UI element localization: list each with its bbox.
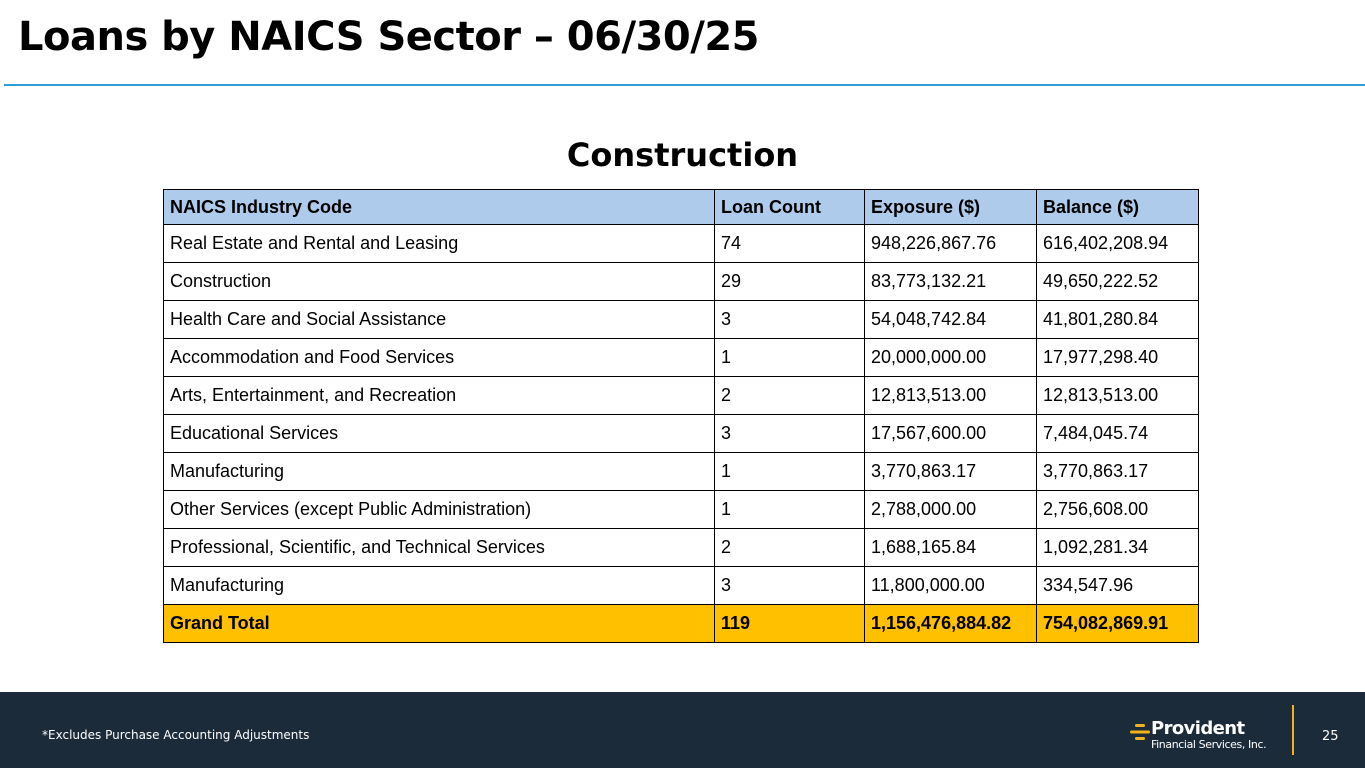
industry-cell: Accommodation and Food Services — [164, 339, 715, 377]
exposure-cell: 2,788,000.00 — [865, 491, 1037, 529]
table-row — [164, 263, 1199, 301]
balance-cell: 12,813,513.00 — [1037, 377, 1199, 415]
exposure-cell: 3,770,863.17 — [865, 453, 1037, 491]
naics-loans-table — [163, 189, 1199, 643]
column-header-balance: Balance ($) — [1037, 190, 1199, 225]
logo-name: Provident — [1151, 718, 1245, 739]
loan-count-cell: 29 — [715, 263, 865, 301]
page-number: 25 — [1322, 729, 1339, 744]
loan-count-cell: 1 — [715, 491, 865, 529]
loan-count-cell: 2 — [715, 377, 865, 415]
industry-cell: Professional, Scientific, and Technical Services — [164, 529, 715, 567]
footnote: *Excludes Purchase Accounting Adjustments — [42, 728, 310, 742]
provident-logo — [1130, 718, 1280, 755]
balance-cell: 2,756,608.00 — [1037, 491, 1199, 529]
provident-mark-icon — [1130, 723, 1150, 741]
exposure-cell: 54,048,742.84 — [865, 301, 1037, 339]
industry-cell: Manufacturing — [164, 567, 715, 605]
exposure-cell: 12,813,513.00 — [865, 377, 1037, 415]
page-title: Loans by NAICS Sector – 06/30/25 — [18, 14, 759, 60]
loan-count-cell: 3 — [715, 415, 865, 453]
exposure-cell: 20,000,000.00 — [865, 339, 1037, 377]
industry-cell: Health Care and Social Assistance — [164, 301, 715, 339]
grand-total-row — [164, 605, 1199, 643]
table-row — [164, 377, 1199, 415]
industry-cell: Educational Services — [164, 415, 715, 453]
column-header-exposure: Exposure ($) — [865, 190, 1037, 225]
table-header-row — [164, 190, 1199, 225]
industry-cell: Manufacturing — [164, 453, 715, 491]
loan-count-cell: 3 — [715, 301, 865, 339]
balance-cell: 17,977,298.40 — [1037, 339, 1199, 377]
grand-total-loan-count: 119 — [715, 605, 865, 643]
loan-count-cell: 74 — [715, 225, 865, 263]
balance-cell: 49,650,222.52 — [1037, 263, 1199, 301]
exposure-cell: 11,800,000.00 — [865, 567, 1037, 605]
table-row — [164, 339, 1199, 377]
table-row — [164, 567, 1199, 605]
loan-count-cell: 1 — [715, 339, 865, 377]
industry-cell: Arts, Entertainment, and Recreation — [164, 377, 715, 415]
loan-count-cell: 2 — [715, 529, 865, 567]
balance-cell: 41,801,280.84 — [1037, 301, 1199, 339]
footer-divider — [1292, 705, 1294, 755]
table-row — [164, 491, 1199, 529]
balance-cell: 334,547.96 — [1037, 567, 1199, 605]
industry-cell: Construction — [164, 263, 715, 301]
column-header-loan-count: Loan Count — [715, 190, 865, 225]
grand-total-label: Grand Total — [164, 605, 715, 643]
table-row — [164, 415, 1199, 453]
logo-subtitle: Financial Services, Inc. — [1151, 738, 1267, 751]
title-divider — [4, 84, 1365, 86]
loan-count-cell: 3 — [715, 567, 865, 605]
industry-cell: Other Services (except Public Administration) — [164, 491, 715, 529]
table-row — [164, 225, 1199, 263]
column-header-naics-code: NAICS Industry Code — [164, 190, 715, 225]
loan-count-cell: 1 — [715, 453, 865, 491]
footer-bar — [0, 692, 1365, 768]
balance-cell: 3,770,863.17 — [1037, 453, 1199, 491]
section-title: Construction — [566, 136, 799, 174]
table-row — [164, 301, 1199, 339]
table-row — [164, 529, 1199, 567]
industry-cell: Real Estate and Rental and Leasing — [164, 225, 715, 263]
exposure-cell: 948,226,867.76 — [865, 225, 1037, 263]
balance-cell: 7,484,045.74 — [1037, 415, 1199, 453]
grand-total-balance: 754,082,869.91 — [1037, 605, 1199, 643]
balance-cell: 616,402,208.94 — [1037, 225, 1199, 263]
balance-cell: 1,092,281.34 — [1037, 529, 1199, 567]
table-row — [164, 453, 1199, 491]
exposure-cell: 83,773,132.21 — [865, 263, 1037, 301]
grand-total-exposure: 1,156,476,884.82 — [865, 605, 1037, 643]
exposure-cell: 17,567,600.00 — [865, 415, 1037, 453]
exposure-cell: 1,688,165.84 — [865, 529, 1037, 567]
